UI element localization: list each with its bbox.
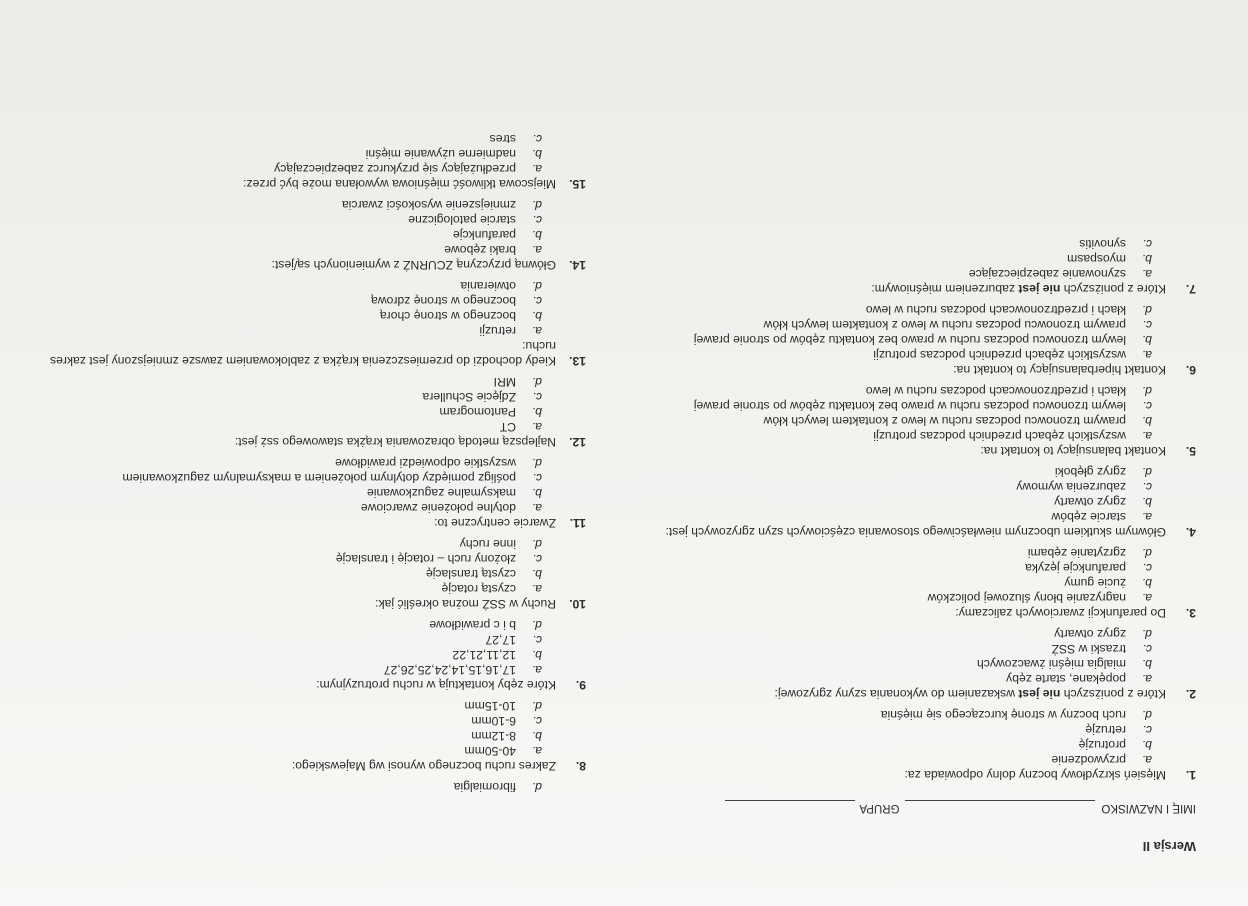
option-text: mialgia mięśni żwaczowych	[976, 657, 1126, 671]
answer-option	[26, 404, 542, 419]
answer-option	[596, 641, 1152, 656]
option-text: starcie patologiczne	[408, 213, 516, 227]
option-letter: a.	[1141, 591, 1152, 605]
answer-options	[26, 617, 542, 677]
question-number: 4.	[1185, 525, 1196, 539]
option-letter: c.	[1142, 561, 1152, 575]
option-letter: d.	[531, 198, 542, 212]
answer-options	[596, 464, 1152, 524]
question-number: 5.	[1185, 444, 1196, 458]
answer-option	[26, 632, 542, 647]
option-text: kłach i przedtrzonowcach podczas ruchu w lewo	[865, 303, 1126, 317]
question-stem	[26, 758, 586, 773]
question-number: 2.	[1185, 687, 1196, 701]
option-letter: b.	[1141, 333, 1152, 347]
question-text: Do parafunkcji zwarciowych zaliczamy:	[955, 606, 1166, 620]
answer-option	[26, 536, 542, 551]
question-stem	[596, 605, 1196, 620]
answer-option	[596, 626, 1152, 641]
answer-option	[26, 713, 542, 728]
answer-option	[26, 551, 542, 566]
question-text: Które zęby kontaktują w ruchu protruzyjnym:	[316, 678, 556, 692]
option-letter: d.	[531, 780, 542, 794]
answer-options	[26, 779, 542, 794]
question-stem	[26, 257, 586, 272]
option-letter: c.	[532, 132, 542, 146]
option-letter: d.	[1141, 384, 1152, 398]
answer-option	[26, 698, 542, 713]
option-letter: d.	[531, 456, 542, 470]
option-letter: a.	[1141, 753, 1152, 767]
answer-option	[26, 308, 542, 323]
option-letter: b.	[531, 648, 542, 662]
right-column	[26, 125, 586, 794]
answer-option	[596, 302, 1152, 317]
answer-option	[26, 323, 542, 338]
option-letter: b.	[531, 729, 542, 743]
question-stem	[26, 176, 586, 191]
option-text: 17,16,15,14,24,25,26,27	[383, 663, 516, 677]
question-number: 11.	[569, 516, 586, 530]
option-letter: c.	[532, 633, 542, 647]
option-letter: a.	[531, 162, 542, 176]
option-text: bocznego w stronę chorą	[379, 309, 516, 323]
question-stem	[596, 767, 1196, 782]
option-letter: a.	[1141, 429, 1152, 443]
question-text: Kiedy dochodzi do przemieszczenia krążka z zablokowaniem zawsze zmniejszony jest zakres ruchu:	[49, 339, 556, 368]
version-label: Wersja II	[1142, 839, 1196, 854]
option-text: protruzję	[1078, 738, 1126, 752]
question-text-part: Które z poniższych	[1060, 687, 1166, 701]
option-text: synovitis	[1079, 237, 1126, 251]
answer-option	[26, 617, 542, 632]
answer-option	[26, 197, 542, 212]
answer-option	[596, 383, 1152, 398]
option-letter: c.	[1142, 642, 1152, 656]
answer-option	[596, 590, 1152, 605]
option-text: zgrzytanie zębami	[1027, 546, 1126, 560]
answer-options	[596, 383, 1152, 443]
option-text: pośligz pomiędzy dotylnym położeniem a maksymalnym zaguzkowaniem	[122, 471, 516, 485]
option-letter: b.	[531, 567, 542, 581]
option-letter: c.	[1142, 399, 1152, 413]
question-number: 14.	[569, 258, 586, 272]
answer-options	[596, 626, 1152, 686]
option-text: stres	[489, 132, 516, 146]
option-letter: b.	[1141, 738, 1152, 752]
question-6	[596, 302, 1196, 377]
option-text: Zdjęcie Schullera	[422, 390, 516, 404]
answer-options	[26, 278, 542, 338]
answer-option	[596, 545, 1152, 560]
option-letter: b.	[1141, 495, 1152, 509]
option-text: otwierania	[460, 279, 516, 293]
answer-option	[596, 464, 1152, 479]
option-letter: a.	[1141, 348, 1152, 362]
answer-option	[596, 428, 1152, 443]
option-letter: b.	[1141, 576, 1152, 590]
question-number: 8.	[575, 759, 586, 773]
option-letter: b.	[531, 309, 542, 323]
answer-option	[26, 581, 542, 596]
option-letter: a.	[531, 420, 542, 434]
option-letter: d.	[1141, 465, 1152, 479]
option-text: 8-12mm	[471, 729, 516, 743]
option-text: inne ruchy	[459, 537, 516, 551]
answer-option	[26, 779, 542, 794]
option-letter: a.	[1141, 267, 1152, 281]
option-letter: b.	[531, 486, 542, 500]
option-letter: a.	[531, 744, 542, 758]
answer-option	[596, 671, 1152, 686]
question-stem	[26, 596, 586, 611]
option-text: b i c prawidłowe	[429, 618, 516, 632]
question-text: Zakres ruchu bocznego wynosi wg Majewskiego:	[291, 759, 556, 773]
answer-options	[596, 707, 1152, 767]
answer-options	[26, 374, 542, 434]
question-number: 9.	[575, 678, 586, 692]
question-text: Miejscowa tkliwość mięśniowa wywołana może być przez:	[243, 177, 556, 191]
answer-option	[26, 728, 542, 743]
option-text: CT	[499, 420, 516, 434]
answer-option	[596, 398, 1152, 413]
option-text: szynowanie zabezpieczające	[968, 267, 1126, 281]
option-text: żucie gumy	[1064, 576, 1126, 590]
option-text: wszystkich zębach przednich podczas protruzji	[873, 348, 1126, 362]
option-text: parafunkcje języka	[1025, 561, 1126, 575]
option-letter: c.	[532, 714, 542, 728]
option-text: 6-10mm	[471, 714, 516, 728]
option-text: czystą rotację	[441, 582, 516, 596]
question-text: Kontakt hiperbalansujący to kontakt na:	[953, 363, 1166, 377]
option-text: nadmierne używanie mięśni	[365, 147, 516, 161]
option-text: kłach i przedtrzonowcach podczas ruchu w lewo	[865, 384, 1126, 398]
group-line	[725, 800, 855, 813]
answer-option	[26, 455, 542, 470]
answer-option	[596, 509, 1152, 524]
question-text: Kontakt balansujący to kontakt na:	[980, 444, 1166, 458]
answer-option	[596, 722, 1152, 737]
answer-option	[26, 470, 542, 485]
answer-option	[596, 752, 1152, 767]
question-emphasis: nie jest	[1018, 282, 1061, 296]
answer-option	[26, 278, 542, 293]
option-letter: c.	[532, 213, 542, 227]
option-letter: d.	[1141, 708, 1152, 722]
name-line	[905, 800, 1095, 813]
option-letter: b.	[1141, 252, 1152, 266]
question-text-part: wskazaniem do wykonania szyny zgryzowej:	[774, 687, 1019, 701]
question-stem	[596, 281, 1196, 296]
option-text: 40-50mm	[464, 744, 516, 758]
option-letter: d.	[531, 279, 542, 293]
option-text: maksymalne zaguzkowanie	[366, 486, 516, 500]
question-3	[596, 545, 1196, 620]
answer-option	[26, 374, 542, 389]
answer-option	[596, 332, 1152, 347]
question-text: Mięsień skrzydłowy boczny dolny odpowiada za:	[904, 768, 1166, 782]
option-text: 12,11,21,22	[452, 648, 516, 662]
question-15	[26, 131, 586, 191]
option-letter: b.	[531, 405, 542, 419]
answer-option	[26, 242, 542, 257]
option-letter: b.	[1141, 414, 1152, 428]
name-label: IMIĘ I NAZWISKO	[1101, 802, 1196, 814]
answer-option	[596, 560, 1152, 575]
answer-option	[26, 389, 542, 404]
option-letter: a.	[1141, 510, 1152, 524]
answer-option	[596, 317, 1152, 332]
question-11	[26, 455, 586, 530]
question-text	[596, 281, 1166, 296]
option-text: zmniejszenie wysokości zwarcia	[341, 198, 516, 212]
question-number: 1.	[1185, 768, 1196, 782]
option-text: Pantomogram	[439, 405, 516, 419]
option-text: parafunkcje	[452, 228, 516, 242]
answer-option	[26, 161, 542, 176]
answer-option	[596, 479, 1152, 494]
question-text	[596, 686, 1166, 701]
answer-option	[596, 236, 1152, 251]
option-letter: d.	[531, 618, 542, 632]
option-letter: c.	[532, 471, 542, 485]
option-text: retruzję	[1085, 723, 1126, 737]
option-text: zgryz otwarty	[1054, 495, 1126, 509]
option-letter: b.	[531, 228, 542, 242]
option-text: myospasm	[1067, 252, 1126, 266]
option-letter: c.	[532, 294, 542, 308]
option-letter: b.	[1141, 657, 1152, 671]
question-emphasis: nie jest	[1018, 687, 1061, 701]
answer-options	[26, 197, 542, 257]
option-letter: c.	[1142, 237, 1152, 251]
question-stem	[26, 677, 586, 692]
answer-option	[26, 212, 542, 227]
option-text: wszystkie odpowiedzi prawidłowe	[335, 456, 516, 470]
question-12	[26, 374, 586, 449]
answer-option	[26, 146, 542, 161]
option-text: ruch boczny w stronę kurczącego się mięśnia	[880, 708, 1126, 722]
option-text: retruzji	[479, 324, 516, 338]
question-5	[596, 383, 1196, 458]
option-text: trzaski w SSŻ	[1051, 642, 1126, 656]
answer-option	[596, 575, 1152, 590]
answer-options	[26, 455, 542, 515]
option-letter: c.	[1142, 318, 1152, 332]
question-number: 3.	[1185, 606, 1196, 620]
answer-options	[596, 236, 1152, 281]
question-text: Zwarcie centryczne to:	[434, 516, 556, 530]
question-stem	[26, 434, 586, 449]
answer-option	[26, 419, 542, 434]
question-stem	[596, 686, 1196, 701]
option-text: lewym trzonowcu podczas ruchu w prawo bez kontaktu zębów po stronie prawej	[693, 399, 1126, 413]
answer-option	[596, 413, 1152, 428]
question-number: 13.	[569, 354, 586, 368]
option-text: 17,27	[485, 633, 516, 647]
option-text: starcie zębów	[1051, 510, 1126, 524]
option-text: dotylne położenie zwarciowe	[360, 501, 516, 515]
option-text: lewym trzonowcu podczas ruchu w prawo bez kontaktu zębów po stronie prawej	[693, 333, 1126, 347]
option-letter: a.	[1141, 672, 1152, 686]
answer-option	[26, 227, 542, 242]
option-text: złożony ruch – rotację i translację	[335, 552, 516, 566]
answer-option	[26, 566, 542, 581]
option-letter: a.	[531, 663, 542, 677]
option-letter: a.	[531, 243, 542, 257]
option-letter: a.	[531, 501, 542, 515]
option-text: fibromialgia	[453, 780, 516, 794]
answer-option	[26, 293, 542, 308]
option-letter: d.	[1141, 627, 1152, 641]
option-letter: a.	[531, 582, 542, 596]
option-text: prawym trzonowcu podczas ruchu w lewo z kontaktem lewych kłów	[763, 318, 1126, 332]
answer-options	[26, 536, 542, 596]
question-10	[26, 536, 586, 611]
answer-option	[26, 131, 542, 146]
option-text: braki zębowe	[444, 243, 516, 257]
option-letter: d.	[531, 537, 542, 551]
option-letter: c.	[1142, 480, 1152, 494]
answer-options	[596, 302, 1152, 362]
question-text: Główną przyczyną ZCURNŻ z wymienionych są/jest:	[271, 258, 556, 272]
question-4	[596, 464, 1196, 539]
option-text: zgryz otwarty	[1054, 627, 1126, 641]
question-text: Najlepszą metodą obrazowania krążka stawowego ssż jest:	[234, 435, 556, 449]
question-number: 10.	[569, 597, 586, 611]
option-letter: d.	[531, 375, 542, 389]
option-text: czystą translację	[425, 567, 516, 581]
question-number: 15.	[569, 177, 586, 191]
question-stem	[596, 524, 1196, 539]
option-text: prawym trzonowcu podczas ruchu w lewo z kontaktem lewych kłów	[763, 414, 1126, 428]
right-question-list	[26, 131, 586, 794]
option-text: zgryz głęboki	[1054, 465, 1126, 479]
question-text-part: zaburzeniem mięśniowym:	[871, 282, 1019, 296]
question-stem	[596, 362, 1196, 377]
answer-option	[596, 737, 1152, 752]
option-text: MRI	[493, 375, 516, 389]
option-letter: c.	[1142, 723, 1152, 737]
group-label: GRUPA	[859, 802, 900, 814]
option-letter: a.	[531, 324, 542, 338]
answer-option	[26, 500, 542, 515]
question-9	[26, 617, 586, 692]
question-stem	[596, 443, 1196, 458]
option-text: przywodzenie	[1051, 753, 1126, 767]
question-8	[26, 698, 586, 773]
answer-options	[26, 698, 542, 758]
option-text: wszystkich zębach przednich podczas protruzji	[873, 429, 1126, 443]
option-text: nagryzanie błony śluzowej policzków	[927, 591, 1126, 605]
question-7	[596, 236, 1196, 296]
answer-option	[596, 656, 1152, 671]
question-stem	[26, 338, 586, 368]
question-number: 12.	[569, 435, 586, 449]
answer-option	[596, 707, 1152, 722]
question-number: 6.	[1185, 363, 1196, 377]
answer-option	[26, 647, 542, 662]
option-text: zaburzenia wymowy	[1016, 480, 1126, 494]
question-text-part: Które z poniższych	[1060, 282, 1166, 296]
question-continued	[26, 779, 586, 794]
answer-option	[596, 347, 1152, 362]
question-text: Głównym skutkiem ubocznym niewłaściwego stosowania częściowych szyn zgryzowych jest:	[665, 525, 1166, 539]
question-1	[596, 707, 1196, 782]
left-column	[596, 230, 1196, 854]
name-group-row	[596, 800, 1196, 815]
answer-option	[26, 743, 542, 758]
option-text: przedłużający się przykurcz zabezpieczający	[274, 162, 516, 176]
option-text: bocznego w stronę zdrową	[371, 294, 516, 308]
question-2	[596, 626, 1196, 701]
question-13	[26, 278, 586, 368]
answer-option	[596, 266, 1152, 281]
option-letter: d.	[531, 699, 542, 713]
answer-option	[596, 494, 1152, 509]
option-letter: d.	[1141, 546, 1152, 560]
option-letter: c.	[532, 552, 542, 566]
answer-option	[26, 485, 542, 500]
answer-options	[596, 545, 1152, 605]
answer-option	[596, 251, 1152, 266]
option-letter: c.	[532, 390, 542, 404]
option-text: popękane, starte zęby	[1006, 672, 1126, 686]
question-stem	[26, 515, 586, 530]
question-14	[26, 197, 586, 272]
option-letter: d.	[1141, 303, 1152, 317]
option-letter: b.	[531, 147, 542, 161]
answer-option	[26, 662, 542, 677]
question-number: 7.	[1185, 282, 1196, 296]
answer-options	[26, 131, 542, 176]
left-question-list	[596, 236, 1196, 782]
question-text: Ruchy w SSŻ można określić jak:	[375, 597, 556, 611]
option-text: 10-15mm	[464, 699, 516, 713]
